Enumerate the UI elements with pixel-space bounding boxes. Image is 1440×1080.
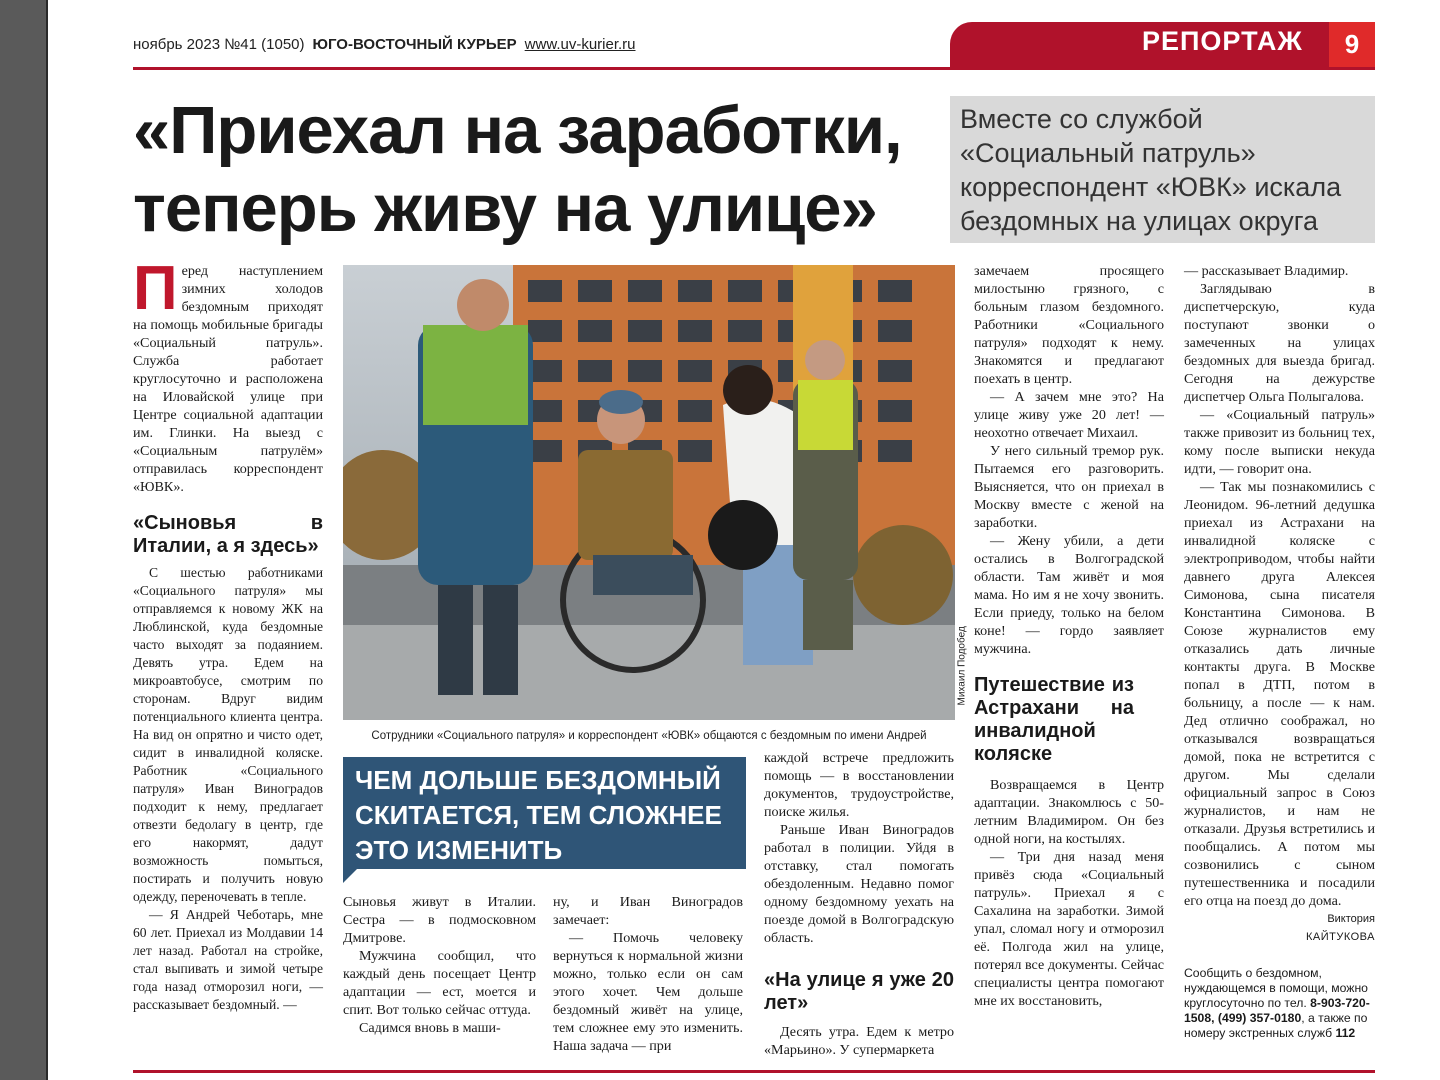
photo-credit-text: Михаил Подобед [956,626,968,706]
paragraph: — рассказывает Владимир. [1184,263,1349,279]
page-number: 9 [1329,22,1375,67]
viewer-sidebar [0,0,46,1080]
headline [133,92,933,248]
lead-box [950,96,1375,243]
column-6 [1184,262,1375,946]
paragraph: Раньше Иван Виноградов работал в полиции. Уйдя в отставку, стал помогать обездоленным. Недавно помог одному бездомному уехать на поезде домой в Волгоградскую область. [764,822,954,946]
intro-paragraph [133,254,323,496]
column-1 [133,254,323,1014]
footer-rule [133,1070,1375,1073]
paragraph: каждой встрече предложить помощь — в восстановлении документов, трудоустройстве, поиске жилья. [764,750,954,820]
help-notice [1184,966,1379,1041]
paragraph: — Помочь человеку вернуться к нормальной жизни можно, только если он сам этого хочет. Чем дольше бездомный живёт на улице, тем сложнее ему это изменить. Наша задача — при [553,930,743,1054]
issue-info: ноябрь 2023 №41 (1050) [133,36,305,53]
site-link[interactable]: www.uv-kurier.ru [524,36,636,53]
paragraph: У него сильный тремор рук. Пытаемся его разговорить. Выясняется, что он приехал в Москву вместе с женой на заработки. [974,443,1164,531]
notice-phones: 8-903-720-1508, (499) 357-0180 [1184,996,1370,1025]
paragraph: Садимся вновь в маши- [359,1020,501,1036]
paragraph: замечаем просящего милостыню грязного, с больным глазом бездомного. Работники «Социального патруля» подходят к нему. Знакомятся и предлагают поехать в центр. [974,263,1164,387]
header-rule [133,67,1375,70]
subhead-astrakhan: Путешествие из Астрахани на инвалидной коляске [974,674,1134,765]
author-first-name: Виктория [1327,913,1375,925]
paragraph: Сыновья живут в Италии. Сестра — в подмосковном Дмитрове. [343,894,536,946]
notice-text-2: , а также по номеру экстренных служб [1184,1011,1368,1040]
photo-illustration [343,265,955,720]
paragraph: Возвращаемся в Центр адаптации. Знакомлюсь с 50-летним Владимиром. Он без одной ноги, на костылях. [974,777,1164,847]
paragraph: — А зачем мне это? На улице живу уже 20 лет! — неохотно отвечает Михаил. [974,389,1164,441]
intro-text: еред наступлением зимних холодов бездомным приходят на помощь мобильные бригады «Социальный патруль». Служба работает круглосуточно и расположена на Иловайской улице при Центре социальной адаптации им. Глинки. На выезд с «Социальным патрулём» отправилась корреспондент «ЮВК». [133,263,323,495]
photo-caption: Сотрудники «Социального патруля» и корреспондент «ЮВК» общаются с бездомным по имени Андрей [371,730,927,742]
paragraph: — Три дня назад меня привёз сюда «Социальный патруль». Приехал я с Сахалина на заработки. Зимой упал, сломал ногу и отморозил её. Полгода жил на улице, потерял все документы. Сейчас специалисты центра помогают мне их восстановить, [974,849,1164,1009]
pull-quote-text: ЧЕМ ДОЛЬШЕ БЕЗДОМНЫЙ СКИТАЕТСЯ, ТЕМ СЛОЖНЕЕ ЭТО ИЗМЕНИТЬ [355,765,722,865]
drop-cap: П [133,254,178,323]
pull-quote-tail [343,869,357,883]
subhead-sons-in-italy: «Сыновья в Италии, а я здесь» [133,512,323,557]
paragraph: Десять утра. Едем к метро «Марьино». У супермаркета [764,1024,954,1058]
headline-line-2: теперь живу на улице» [133,171,877,246]
photo-credit [952,540,968,720]
column-2 [343,893,536,1037]
author-last-name: КАЙТУКОВА [1305,931,1375,943]
subhead-twenty-years: «На улице я уже 20 лет» [764,969,954,1014]
paragraph: Мужчина сообщил, что каждый день посещает Центр адаптации — ест, моется и спит. Вот только сейчас оттуда. [343,948,536,1018]
paragraph: — Так мы познакомились с Леонидом. 96-летний дедушка приехал из Астрахани на инвалидной коляске с электроприводом, чтобы найти давнего друга Алексея Симонова, сына писателя Константина Симонова. В Союзе журналистов ему отказались дать личные контакты друга. В Москве попал в ДТП, потом в больницу, а после — к нам. Дед отлично соображал, но отказывался возвращаться домой, пока не встретится с другом. Мы сделали официальный запрос в Союз журналистов, и нам не отказали. Друзья встретились и пообщались. А потом мы созвонились с сыном путешественника и посадили его отца на поезд до дома. [1184,479,1375,909]
article-photo [343,265,955,720]
notice-text: Сообщить о бездомном, нуждающемся в помощи, можно круглосуточно по тел. [1184,966,1368,1010]
paragraph: — «Социальный патруль» также привозит из больниц тех, кому после выписки некуда идти, — говорит она. [1184,407,1375,477]
pull-quote [343,757,746,869]
notice-emergency-number: 112 [1335,1026,1356,1040]
paragraph: — Я Андрей Чеботарь, мне 60 лет. Приехал из Молдавии 14 лет назад. Работал на стройке, стал выпивать и зимой четыре года назад отморозил ноги, — рассказывает бездомный. — [133,907,323,1012]
paragraph: С шестью работниками «Социального патруля» мы отправляемся к новому ЖК на Люблинской, куда бездомные часто выходят за подаянием. Девять утра. Едем на микроавтобусе, смотрим по сторонам. Вдруг видим потенциального клиента центра. На вид он опрятно и чисто одет, сидит в инвалидной коляске. Работник «Социального патруля» Иван Виноградов подходит к нему, предлагает отвезти бедолагу в центр, где его накормят, дадут возможность помыться, постирать и получить новую одежду, переночевать в тепле. [133,565,323,904]
paragraph: — Жену убили, а дети остались в Волгоградской области. Там живёт и моя мама. Но им я не хочу звонить. Если приеду, только на белом коне! — гордо заявляет мужчина. [974,533,1164,657]
rubric-label: РЕПОРТАЖ [1142,26,1303,56]
header-meta [133,36,636,53]
column-5 [974,262,1164,1010]
headline-line-1: «Приехал на заработки, [133,93,902,168]
column-4 [764,749,954,1059]
publication-name: ЮГО-ВОСТОЧНЫЙ КУРЬЕР [312,36,517,53]
lead-text: Вместе со службой «Социальный патруль» корреспондент «ЮВК» искала бездомных на улицах округа [960,104,1342,236]
paragraph: Заглядываю в диспетчерскую, куда поступают звонки о замеченных на улицах бездомных для выезда бригад. Сегодня на дежурстве диспетчер Ольга Полыгалова. [1184,281,1375,405]
column-3 [553,893,743,1055]
paragraph: ну, и Иван Виноградов замечает: [553,894,743,928]
